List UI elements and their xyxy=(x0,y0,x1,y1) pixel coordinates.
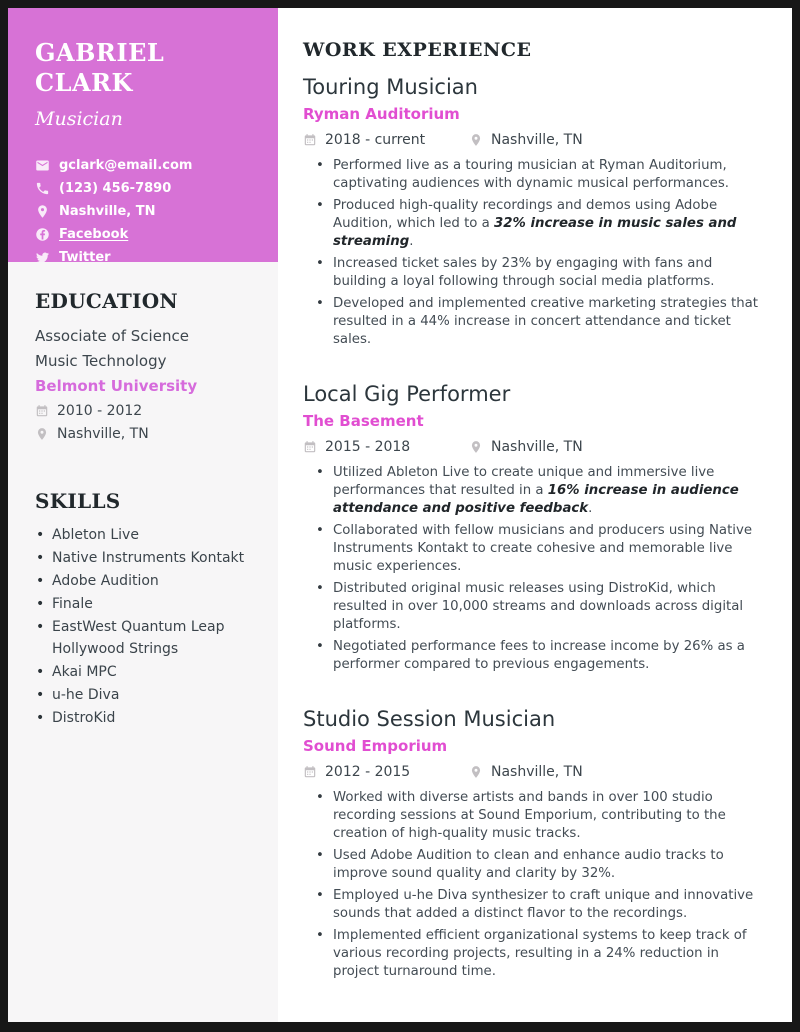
location-icon xyxy=(469,765,483,779)
job-dates xyxy=(303,132,469,148)
job-dates-text: 2012 - 2015 xyxy=(325,764,411,780)
phone-icon xyxy=(35,181,50,196)
job-title: Local Gig Performer xyxy=(303,382,511,406)
job-location xyxy=(469,764,583,780)
job-dates xyxy=(303,439,469,455)
education-dates-text: 2010 - 2012 xyxy=(57,402,143,419)
envelope-icon xyxy=(35,158,50,173)
job-bullet: • Developed and implemented creative marketing strategies that resulted in a 44% increase in concert attendance and ticket sales. xyxy=(303,295,768,349)
degree xyxy=(35,324,254,373)
calendar-icon xyxy=(303,440,317,454)
degree-line: Music Technology xyxy=(35,352,167,370)
job-bullet: • Employed u-he Diva synthesizer to craft unique and innovative sounds that added a distinct flavor to the recordings. xyxy=(303,887,768,923)
degree-line: Associate of Science xyxy=(35,327,189,345)
skill-item: • DistroKid xyxy=(35,707,254,729)
job-bullets xyxy=(303,464,768,674)
job-bullet: • Negotiated performance fees to increase income by 26% as a performer compared to previous engagements. xyxy=(303,638,768,674)
job-location-text: Nashville, TN xyxy=(491,764,583,780)
education-location xyxy=(35,422,254,445)
candidate-title: Musician xyxy=(35,108,123,130)
job-bullet: • Performed live as a touring musician at Ryman Auditorium, captivating audiences with dynamic musical performances. xyxy=(303,157,768,193)
job-title: Studio Session Musician xyxy=(303,707,556,731)
job-bullet: • Implemented efficient organizational systems to keep track of various recording projects, resulting in a 24% reduction in project turnaround time. xyxy=(303,927,768,981)
job-location-text: Nashville, TN xyxy=(491,439,583,455)
job-meta xyxy=(303,131,768,149)
skill-item: • Ableton Live xyxy=(35,524,254,546)
job-dates-text: 2018 - current xyxy=(325,132,426,148)
contact-row xyxy=(35,177,252,200)
education-heading: EDUCATION xyxy=(35,289,179,313)
job-meta xyxy=(303,763,768,781)
location-icon xyxy=(469,133,483,147)
job-location xyxy=(469,132,583,148)
job-bullets xyxy=(303,789,768,981)
job-title: Touring Musician xyxy=(303,75,478,99)
facebook-link[interactable]: Facebook xyxy=(59,227,129,242)
job-location xyxy=(469,439,583,455)
twitter-link[interactable]: Twitter xyxy=(59,250,111,262)
jobs-container xyxy=(303,74,768,981)
job-bullet: • Increased ticket sales by 23% by engaging with fans and building a loyal following through social media platforms. xyxy=(303,255,768,291)
location-icon xyxy=(35,204,50,219)
contact-text: (123) 456-7890 xyxy=(59,181,172,196)
contact-row xyxy=(35,223,252,246)
contact-row xyxy=(35,246,252,262)
job-bullet: • Collaborated with fellow musicians and producers using Native Instruments Kontakt to create cohesive and memorable live music experiences. xyxy=(303,522,768,576)
job-location-text: Nashville, TN xyxy=(491,132,583,148)
contact-row xyxy=(35,200,252,223)
resume-page xyxy=(8,8,792,1022)
skill-item: • u-he Diva xyxy=(35,684,254,706)
facebook-icon xyxy=(35,227,50,242)
main-column xyxy=(278,8,792,1022)
work-experience-heading: WORK EXPERIENCE xyxy=(303,39,532,61)
job-entry xyxy=(303,706,768,981)
skills-list xyxy=(35,524,254,729)
calendar-icon xyxy=(35,404,49,418)
job-bullet: • Used Adobe Audition to clean and enhance audio tracks to improve sound quality and clarity by 32%. xyxy=(303,847,768,883)
company-name: Sound Emporium xyxy=(303,737,448,755)
job-entry xyxy=(303,74,768,349)
company-name: Ryman Auditorium xyxy=(303,105,460,123)
calendar-icon xyxy=(303,765,317,779)
skill-item: • Finale xyxy=(35,593,254,615)
skills-section xyxy=(35,489,254,729)
skill-item: • Akai MPC xyxy=(35,661,254,683)
candidate-name: GABRIEL CLARK xyxy=(35,38,165,97)
job-dates xyxy=(303,764,469,780)
job-bullet: • Produced high-quality recordings and demos using Adobe Audition, which led to a 32% increase in music sales and streaming. xyxy=(303,197,768,251)
calendar-icon xyxy=(303,133,317,147)
skill-item: • Adobe Audition xyxy=(35,570,254,592)
location-icon xyxy=(469,440,483,454)
job-entry xyxy=(303,381,768,674)
job-bullet: • Utilized Ableton Live to create unique and immersive live performances that resulted in a 16% increase in audience attendance and positive feedback. xyxy=(303,464,768,518)
job-bullet: • Worked with diverse artists and bands in over 100 studio recording sessions at Sound Emporium, contributing to the creation of high-quality music tracks. xyxy=(303,789,768,843)
contact-row xyxy=(35,154,252,177)
education-dates xyxy=(35,399,254,422)
school-name: Belmont University xyxy=(35,377,198,395)
contact-text: gclark@email.com xyxy=(59,158,193,173)
education-location-text: Nashville, TN xyxy=(57,425,149,442)
job-meta xyxy=(303,438,768,456)
contact-text: Nashville, TN xyxy=(59,204,156,219)
skills-heading: SKILLS xyxy=(35,489,121,513)
skill-item: • Native Instruments Kontakt xyxy=(35,547,254,569)
sidebar-header xyxy=(8,8,278,262)
company-name: The Basement xyxy=(303,412,424,430)
location-icon xyxy=(35,427,49,441)
sidebar-body xyxy=(8,262,278,730)
twitter-icon xyxy=(35,250,50,262)
education-section xyxy=(35,289,254,445)
skill-item: • EastWest Quantum Leap Hollywood Strings xyxy=(35,616,254,660)
sidebar xyxy=(8,8,278,1022)
contact-list xyxy=(35,154,252,262)
job-bullet: • Distributed original music releases using DistroKid, which resulted in over 10,000 streams and downloads across digital platforms. xyxy=(303,580,768,634)
job-dates-text: 2015 - 2018 xyxy=(325,439,411,455)
job-bullets xyxy=(303,157,768,349)
